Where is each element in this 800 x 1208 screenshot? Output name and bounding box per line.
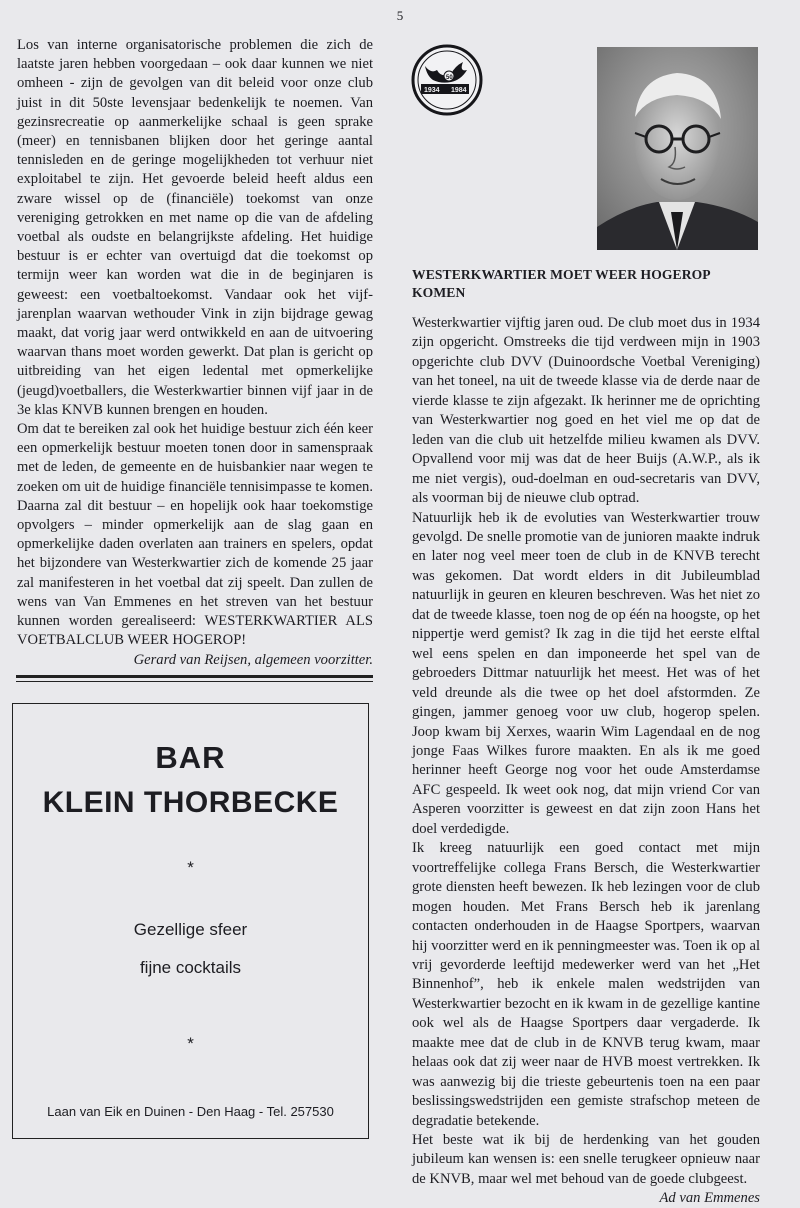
divider-thin: [16, 681, 373, 682]
ad-star-2: *: [187, 1034, 194, 1053]
logo-year-left: 1934: [424, 87, 440, 94]
left-paragraph-1: Los van interne organisatorische problemen die zich de laatste jaren hebben voorgedaan – ook daar kunnen we niet omheen - zijn de gevolgen van dit beleid voor onze club juist in dit 50ste levensjaar bedenkelijk te noemen. Van gezinsrecreatie op aanmerkelijke schaal is geen sprake (meer) en tennisbanen blijken door het geringe aantal tennisleden en de geringe mogelijkheden tot verhuur niet exploitabel te zijn. Het gevoerde beleid heeft aldus een zware wissel op de (financiële) toekomst van onze vereniging getrokken en met name op die van de afdeling voetbal als oudste en belangrijkste afdeling. Het huidige bestuur is er echter van overtuigd dat die toekomst op termijn weer kan worden wat die in de beginjaren is geweest: een voetbaltoekomst. Vandaar ook het vijf-jarenplan waarvan wethouder Vink in zijn bijdrage gewag maakt, dat vorig jaar werd ontwikkeld en aan de uitvoering waarvan thans moet worden gewerkt. Dat plan is gericht op uitbreiding van het eigen ledental met opmerkelijke (jeugd)voetballers, die Westerkwartier binnen vijf jaar in de 3e klas KNVB kunnen brengen en houden.: [17, 37, 373, 418]
right-paragraph-3: Ik kreeg natuurlijk een goed contact met mijn voortreffelijke collega Frans Bersch, die Westerkwartier grote diensten heeft bewezen. Ik heb lezingen voor de club mogen houden. Met Frans Bersch heb ik jarenlang contacten onderhouden in de Haagse Sportpers, waarvan hij voorzitter werd en ik penningmeester was. Toen ik op al vrij gevorderde leeftijd medewerker werd van het „Het Binnenhof”, heb ik enkele malen wedstrijden van Westerkwartier bezocht en ik kwam in de gezellige kantine ook wel als de Haagse Sportpers daar vergaderde. Ik maakte mee dat de club in de KNVB terug kwam, maar helaas ook dat zij weer naar de HVB moest vertrekken. Ik was aanwezig bij die trieste gebeurtenis toen na een paar beslissingswedstrijden een gemiste strafschop meteen de degradatie betekende.: [412, 840, 760, 1129]
right-article: [412, 266, 760, 1208]
club-logo-icon: [411, 44, 483, 116]
left-paragraph-2: Om dat te bereiken zal ook het huidige bestuur zich één keer een opmerkelijk bestuur moeten tonen door in samenspraak met de leden, de gemeente en de huisbankier naar wegen te zoeken om uit de huidige financiële tennisimpasse te komen. Daarna zal dit bestuur – en hopelijk ook haar toekomstige opvolgers – minder opmerkelijk aan de slag gaan en opmerkelijke daden overlaten aan trainers en spelers, opdat het bijzondere van Westerkwartier zich de komende 25 jaar zal manifesteren in het voetbal dat zij speelt. Dan zullen de wens van Van Emmenes en het streven van het bestuur kunnen worden gerealiseerd: WESTERKWARTIER ALS VOETBALCLUB WEER HOGEROP!: [17, 421, 373, 649]
right-paragraph-2: Natuurlijk heb ik de evoluties van Westerkwartier trouw gevolgd. De snelle promotie van de junioren maakte indruk en later nog veel meer toen de club in de KNVB terecht was gekomen. Dat wordt elders in dit Jubileumblad natuurlijk in geuren en kleuren beschreven. Was het niet zo dat de tweede klasse, toen nog de op één na hoogste, op het nippertje werd gemist? Ik zag in die tijd het eerste elftal wel eens spelen en dan imponeerde het spel van de gebroeders Dittmar natuurlijk het meest. Het was of het veld dreunde als die twee op het doel afstormden. Ze gingen, jammer genoeg voor uw club, hogerop spelen. Joop kwam bij Xerxes, waarin Wim Lagendaal en de nog jonge Faas Wilkes furore maakten. En als ik me goed herinner heeft George nog voor het oude Amsterdamse AFC gespeeld. Ik weet ook nog, dat mijn vriend Cor van Asperen voorzitter is geweest en dat zijn zoon Hans het doel verdedigde.: [412, 509, 760, 837]
advertisement-box: [12, 703, 369, 1139]
divider-thick: [16, 675, 373, 678]
left-article: [17, 36, 373, 670]
ad-address: Laan van Eik en Duinen - Den Haag - Tel. 257530: [47, 1104, 334, 1119]
portrait-photo: [597, 47, 758, 250]
article-headline: WESTERKWARTIER MOET WEER HOGEROP KOMEN: [412, 267, 710, 300]
ad-tagline-2: fijne cocktails: [139, 958, 242, 977]
page-number: 5: [396, 8, 404, 23]
logo-center-number: 50: [446, 75, 453, 81]
logo-year-right: 1984: [451, 87, 467, 94]
ad-star-1: *: [187, 858, 194, 877]
ad-tagline-1: Gezellige sfeer: [133, 920, 248, 939]
ad-title-line-1: BAR: [155, 740, 226, 775]
left-signature: Gerard van Reijsen, algemeen voorzitter.: [133, 651, 373, 668]
right-paragraph-1: Westerkwartier vijftig jaren oud. De club moet dus in 1934 zijn opgericht. Omstreeks die tijd verdween mijn in 1903 opgerichte club DVV (Duinoordsche Voetbal Vereniging) van het toneel, na uit de tweede klasse via de derde naar de vierde klasse te zijn afgezakt. Ik herinner me de oprichting van Westerkwartier nog goed en het viel me op dat de leden van die club uit hetzelfde milieu kwamen als DVV. Opvallend voor mij was dat de heer Buijs (A.W.P., als ik me niet vergis), oud-doelman en oud-secretaris van DVV, als voorman bij de nieuwe club optrad.: [412, 315, 760, 507]
right-signature: Ad van Emmenes: [659, 1190, 760, 1207]
ad-title-line-2: KLEIN THORBECKE: [42, 786, 339, 819]
right-paragraph-4: Het beste wat ik bij de herdenking van het gouden jubileum kan wensen is: een snelle terugkeer opnieuw naar de KNVB, maar wel met behoud van de goede clubgeest.: [412, 1132, 760, 1187]
